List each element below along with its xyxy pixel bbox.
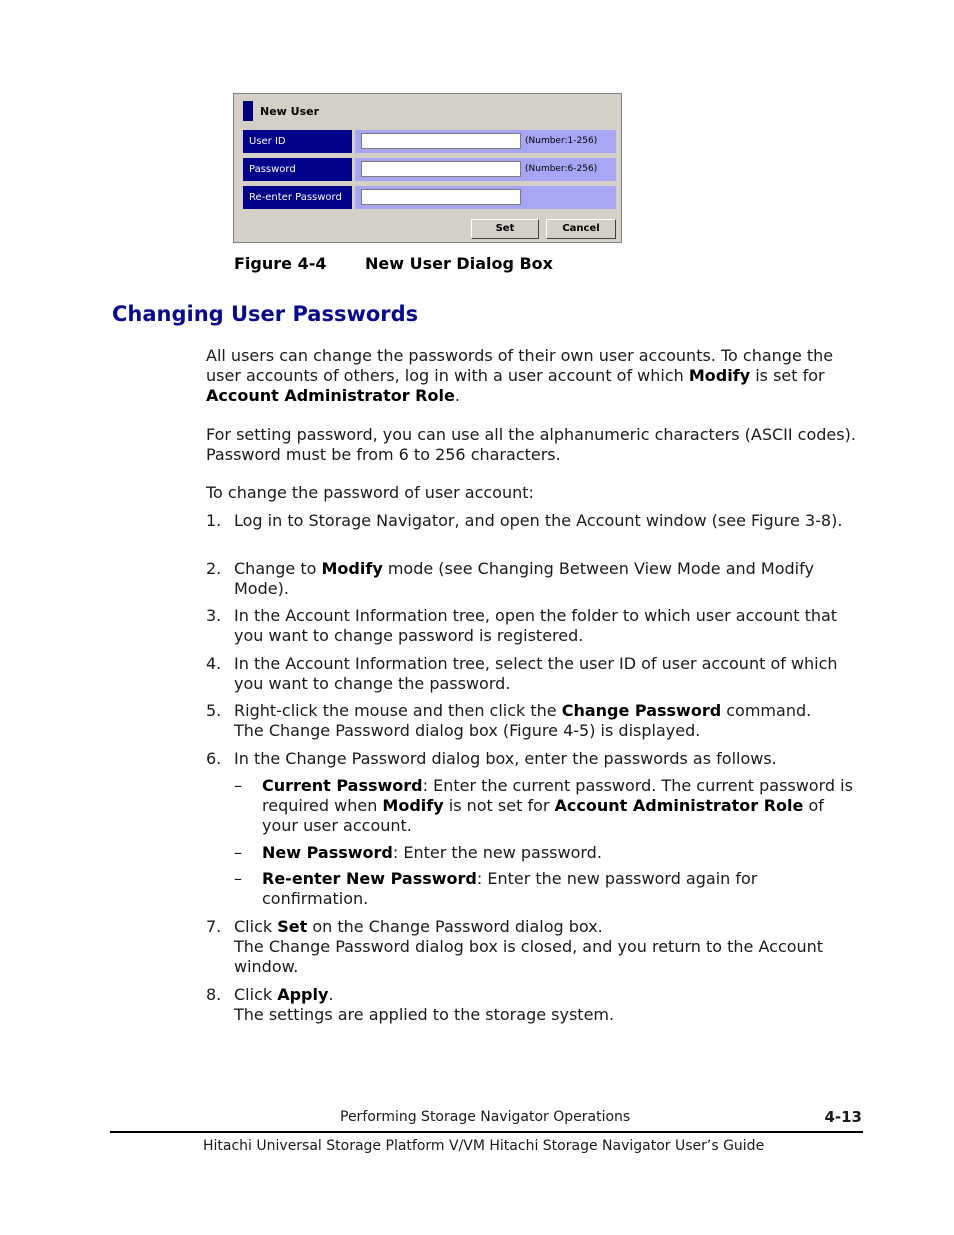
step-text: In the Account Information tree, select the user ID of user account of which you want to change the password. xyxy=(234,654,838,693)
step-text-part: Click xyxy=(234,917,278,936)
subitem-bold: Re-enter New Password xyxy=(262,869,477,888)
header-marker-icon xyxy=(243,101,253,121)
figure-title: New User Dialog Box xyxy=(365,254,553,273)
step-text-part: . xyxy=(328,985,334,1004)
step-bold: Change Password xyxy=(561,701,722,720)
subitem-text xyxy=(262,843,864,863)
dash-bullet: – xyxy=(234,869,242,888)
step-text xyxy=(234,985,866,1025)
subitem-text xyxy=(262,869,864,909)
step-bold: Apply xyxy=(277,985,329,1004)
subitem-text-part: : Enter the new password. xyxy=(392,843,602,862)
subitem-text xyxy=(262,776,864,836)
step-number: 2. xyxy=(206,559,222,578)
subitem-bold: Current Password xyxy=(262,776,423,795)
user-id-value-cell xyxy=(355,130,616,153)
intro-text-3: . xyxy=(454,386,460,405)
step-5 xyxy=(206,701,866,741)
step-bold: Modify xyxy=(321,559,383,578)
password-hint: (Number:6-256) xyxy=(525,164,598,174)
intro-text-2: is set for xyxy=(750,366,825,385)
step-text-part: command. xyxy=(721,701,812,720)
footer-divider xyxy=(110,1131,863,1133)
step-number: 7. xyxy=(206,917,222,936)
figure-caption xyxy=(234,254,553,273)
step-number: 3. xyxy=(206,606,222,625)
step-number: 1. xyxy=(206,511,222,530)
step-text: In the Account Information tree, open the folder to which user account that you want to change password is registered. xyxy=(234,606,838,645)
dash-bullet: – xyxy=(234,776,242,795)
step-6 xyxy=(206,749,866,769)
dash-bullet: – xyxy=(234,843,242,862)
user-id-input[interactable] xyxy=(361,133,521,149)
password-label: Password xyxy=(243,158,352,181)
step-text xyxy=(234,701,866,741)
new-user-dialog xyxy=(233,93,622,243)
step-text-part: Change to xyxy=(234,559,322,578)
intro-paragraph xyxy=(206,346,866,406)
step-text xyxy=(234,917,866,977)
step-text-part: on the Change Password dialog box. xyxy=(307,917,603,936)
intro-bold-modify: Modify xyxy=(688,366,751,385)
step-result: The settings are applied to the storage system. xyxy=(234,1005,615,1024)
step-7 xyxy=(206,917,866,977)
step-text xyxy=(234,559,866,599)
step-number: 4. xyxy=(206,654,222,673)
user-id-label: User ID xyxy=(243,130,352,153)
user-id-row xyxy=(243,130,616,153)
step-bold: Set xyxy=(277,917,308,936)
user-id-hint: (Number:1-256) xyxy=(525,136,598,146)
password-rules-paragraph: For setting password, you can use all the alphanumeric characters (ASCII codes). Password must be from 6 to 256 characters. xyxy=(206,425,856,464)
reenter-password-label: Re-enter Password xyxy=(243,186,352,209)
step-text-part: mode (see Changing Between View Mode and Modify Mode). xyxy=(234,559,814,598)
intro-bold-role: Account Administrator Role xyxy=(206,386,455,405)
cancel-button[interactable]: Cancel xyxy=(546,219,616,239)
reenter-password-row xyxy=(243,186,616,209)
reenter-password-input[interactable] xyxy=(361,189,521,205)
step-text-part: Click xyxy=(234,985,278,1004)
password-input[interactable] xyxy=(361,161,521,177)
reenter-password-value-cell xyxy=(355,186,616,209)
footer-section-title: Performing Storage Navigator Operations xyxy=(340,1109,631,1125)
step-number: 5. xyxy=(206,701,222,720)
password-value-cell xyxy=(355,158,616,181)
step-result: The Change Password dialog box is closed, and you return to the Account window. xyxy=(234,937,824,976)
subitem-current-password xyxy=(234,776,864,836)
subitem-text-part: of your user account. xyxy=(262,796,824,835)
subitem-reenter-password xyxy=(234,869,864,909)
subitem-bold: Modify xyxy=(382,796,444,815)
step-4 xyxy=(206,654,866,694)
subitem-bold: New Password xyxy=(262,843,393,862)
step-text: Log in to Storage Navigator, and open the Account window (see Figure 3-8). xyxy=(234,511,843,530)
section-title: Changing User Passwords xyxy=(112,302,419,326)
subitem-text-part: : Enter the current password. The current password is required when xyxy=(262,776,853,815)
step-8 xyxy=(206,985,866,1025)
step-text-part: Right-click the mouse and then click the xyxy=(234,701,562,720)
step-number: 6. xyxy=(206,749,222,768)
subitem-text-part: : Enter the new password again for confirmation. xyxy=(262,869,758,908)
step-text: In the Change Password dialog box, enter the passwords as follows. xyxy=(234,749,777,768)
step-1 xyxy=(206,511,866,531)
step-result: The Change Password dialog box (Figure 4-5) is displayed. xyxy=(234,721,701,740)
step-2 xyxy=(206,559,866,599)
set-button[interactable]: Set xyxy=(471,219,539,239)
figure-number: Figure 4-4 xyxy=(234,254,327,273)
password-row xyxy=(243,158,616,181)
subitem-text-part: is not set for xyxy=(443,796,555,815)
dialog-title: New User xyxy=(260,105,320,118)
footer-page-number: 4-13 xyxy=(824,1108,862,1126)
intro-text-1: All users can change the passwords of their own user accounts. To change the user accounts of others, log in with a user account of which xyxy=(206,346,834,385)
step-3 xyxy=(206,606,866,646)
subitem-bold: Account Administrator Role xyxy=(554,796,804,815)
subitem-new-password xyxy=(234,843,864,863)
footer-book-title: Hitachi Universal Storage Platform V/VM Hitachi Storage Navigator User’s Guide xyxy=(203,1138,765,1154)
step-number: 8. xyxy=(206,985,222,1004)
procedure-intro: To change the password of user account: xyxy=(206,483,534,502)
